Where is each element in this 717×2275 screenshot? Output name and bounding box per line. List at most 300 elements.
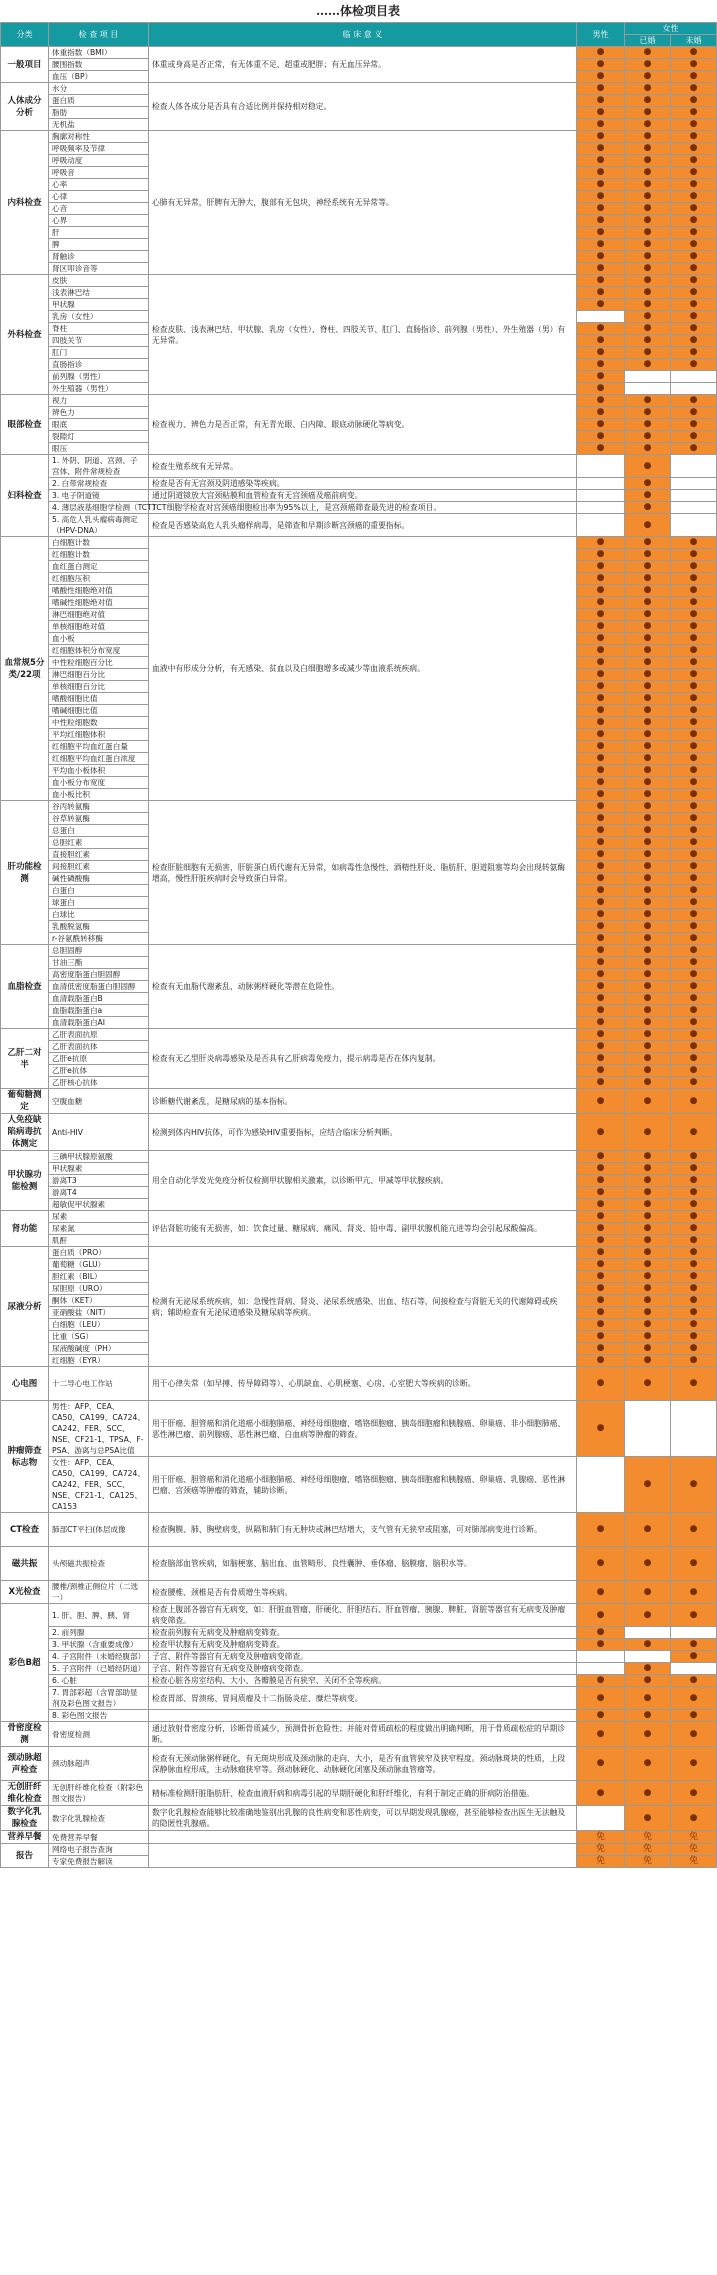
item-cell: 高密度脂蛋白胆固醇 [49,969,149,981]
mark-married: ● [625,1747,671,1781]
mark-male: ● [577,1271,625,1283]
mark-unmarried: ● [671,657,717,669]
mark-married: ● [625,227,671,239]
item-cell: 谷丙转氨酶 [49,801,149,813]
category-cell: 人体成分分析 [1,83,49,131]
mark-married: ● [625,1604,671,1627]
item-cell: 血小板 [49,633,149,645]
mark-unmarried: ● [671,585,717,597]
item-cell: 2. 前列腺 [49,1627,149,1639]
mark-male: ● [577,1089,625,1114]
mark-male: ● [577,1687,625,1710]
mark-unmarried: 免 [671,1856,717,1868]
mark-unmarried: ● [671,1151,717,1163]
mark-unmarried: ● [671,909,717,921]
table-row [1,275,717,287]
item-cell: 血压（BP） [49,71,149,83]
mark-unmarried: ● [671,299,717,311]
mark-unmarried: ● [671,609,717,621]
mark-unmarried: ● [671,1259,717,1271]
mark-unmarried: ● [671,597,717,609]
mark-male: ● [577,1175,625,1187]
mark-married: ● [625,693,671,705]
mark-married: ● [625,1675,671,1687]
mark-married: ● [625,419,671,431]
category-cell: 肝功能检测 [1,801,49,945]
item-cell: 头颅磁共振检查 [49,1547,149,1581]
mark-male: ● [577,227,625,239]
item-cell: 直接胆红素 [49,849,149,861]
mark-unmarried: ● [671,753,717,765]
item-cell: 眼压 [49,443,149,455]
mark-married: ● [625,1271,671,1283]
mark-married: ● [625,861,671,873]
page-title: ……体检项目表 [0,0,716,22]
table-row [1,1747,717,1781]
mark-unmarried: ● [671,1307,717,1319]
mark-male: ● [577,431,625,443]
item-cell: 白蛋白 [49,885,149,897]
item-cell: 单核细胞百分比 [49,681,149,693]
mark-married: ● [625,1295,671,1307]
mark-married: ● [625,1781,671,1806]
category-cell: 甲状腺功能检测 [1,1151,49,1211]
meaning-cell: 体重或身高是否正常，有无体重不足、超重或肥胖；有无血压异常。 [149,47,577,83]
mark-married: ● [625,537,671,549]
item-cell: 6. 心脏 [49,1675,149,1687]
meaning-cell: 检查肝脏细胞有无损害，肝脏蛋白质代谢有无异常，如病毒性急慢性、酒精性肝炎、脂肪肝、胆道阻塞等均会出现转氨酶增高，慢性肝脏疾病时会导致蛋白异常。 [149,801,577,945]
item-cell: 尿胆原（URO） [49,1283,149,1295]
meaning-cell: 诊断糖代谢紊乱，是糖尿病的基本指标。 [149,1089,577,1114]
item-cell: 四肢关节 [49,335,149,347]
mark-married: ● [625,1077,671,1089]
mark-unmarried: ● [671,705,717,717]
mark-male: ● [577,167,625,179]
category-cell: 报告 [1,1844,49,1868]
mark-unmarried: ● [671,443,717,455]
item-cell: 血清载脂蛋白AI [49,1017,149,1029]
mark-married: ● [625,645,671,657]
item-cell: 甲状腺素 [49,1163,149,1175]
item-cell: 空腹血糖 [49,1089,149,1114]
mark-unmarried: ● [671,1295,717,1307]
mark-unmarried: ● [671,633,717,645]
table-row [1,945,717,957]
mark-male: ● [577,1199,625,1211]
mark-unmarried [671,371,717,383]
mark-married: 免 [625,1856,671,1868]
table-row [1,1151,717,1163]
mark-unmarried: ● [671,119,717,131]
category-cell: 肿瘤筛查标志物 [1,1401,49,1513]
mark-unmarried: ● [671,251,717,263]
mark-married: ● [625,1457,671,1513]
mark-married [625,1401,671,1457]
mark-male: ● [577,1283,625,1295]
mark-unmarried: ● [671,1223,717,1235]
item-cell: 女性：AFP、CEA、CA50、CA199、CA724、CA242、FER、SCC、NSE、CF21-1、CA125、CA153 [49,1457,149,1513]
mark-male: ● [577,885,625,897]
mark-male [577,478,625,490]
meaning-cell: 检查皮肤、浅表淋巴结、甲状腺、乳房（女性）、脊柱、四肢关节、肛门、直肠指诊、前列腺（男性）、外生殖器（男）有无异常。 [149,275,577,395]
mark-male: ● [577,71,625,83]
mark-male: ● [577,537,625,549]
mark-male: ● [577,957,625,969]
meaning-cell: 检查是否感染高危人乳头瘤样病毒，是筛查和早期诊断宫颈癌的重要指标。 [149,514,577,537]
mark-married: ● [625,873,671,885]
mark-unmarried [671,1663,717,1675]
mark-unmarried: ● [671,407,717,419]
mark-unmarried: ● [671,1114,717,1151]
meaning-cell: 心肺有无异常，肝脾有无肿大，腹部有无包块，神经系统有无异常等。 [149,131,577,275]
mark-male: ● [577,107,625,119]
category-cell: 磁共振 [1,1547,49,1581]
mark-married: ● [625,1710,671,1722]
mark-unmarried: ● [671,801,717,813]
mark-married: ● [625,957,671,969]
item-cell: 辨色力 [49,407,149,419]
category-cell: 血脂检查 [1,945,49,1029]
mark-male: ● [577,705,625,717]
table-row [1,1806,717,1831]
mark-married: ● [625,1017,671,1029]
mark-male: ● [577,203,625,215]
mark-male [577,1663,625,1675]
mark-male: ● [577,1017,625,1029]
mark-married: ● [625,395,671,407]
mark-unmarried: ● [671,203,717,215]
mark-male: ● [577,1211,625,1223]
mark-married: ● [625,1041,671,1053]
table-row [1,1722,717,1747]
item-cell: 5. 高危人乳头瘤病毒测定（HPV-DNA） [49,514,149,537]
mark-male: ● [577,1235,625,1247]
mark-married: 免 [625,1844,671,1856]
item-cell: 3. 甲状腺（含重要成像） [49,1639,149,1651]
mark-unmarried: ● [671,1687,717,1710]
mark-married: ● [625,765,671,777]
mark-married: ● [625,585,671,597]
item-cell: 无创肝纤维化检查（附彩色图文报告） [49,1781,149,1806]
meaning-cell: 精标准检测肝脏脂肪肝、检查血液肝病和病毒引起的早期肝硬化和肝纤维化，有利于制定正确的肝病防治措施。 [149,1781,577,1806]
mark-male: ● [577,1053,625,1065]
mark-married: ● [625,1722,671,1747]
mark-unmarried: ● [671,1053,717,1065]
mark-unmarried: ● [671,1029,717,1041]
table-row [1,1089,717,1114]
table-row [1,1604,717,1627]
mark-married: ● [625,443,671,455]
mark-married: ● [625,681,671,693]
mark-male: ● [577,1781,625,1806]
item-cell: 皮肤 [49,275,149,287]
mark-married: ● [625,1029,671,1041]
mark-unmarried: ● [671,765,717,777]
item-cell: 红细胞（EYR） [49,1355,149,1367]
mark-unmarried: ● [671,1247,717,1259]
mark-married: ● [625,705,671,717]
category-cell: CT检查 [1,1513,49,1547]
header-married: 已婚 [625,35,671,47]
mark-unmarried [671,502,717,514]
item-cell: 亚硝酸盐（NIT） [49,1307,149,1319]
mark-unmarried: ● [671,431,717,443]
meaning-cell: 用于心律失常（如早搏、传导障碍等）、心肌缺血、心肌梗塞、心房、心室肥大等疾病的诊断。 [149,1367,577,1401]
mark-unmarried [671,1627,717,1639]
mark-married: ● [625,359,671,371]
mark-male: ● [577,645,625,657]
mark-married: ● [625,490,671,502]
mark-male: ● [577,335,625,347]
item-cell: 肾区叩诊音等 [49,263,149,275]
mark-male: ● [577,1627,625,1639]
mark-married: ● [625,1089,671,1114]
mark-married: ● [625,969,671,981]
mark-unmarried: ● [671,311,717,323]
mark-unmarried: ● [671,1581,717,1604]
mark-unmarried: ● [671,537,717,549]
table-row [1,1663,717,1675]
mark-married: ● [625,1005,671,1017]
mark-male: ● [577,765,625,777]
mark-unmarried: ● [671,1077,717,1089]
table-row [1,1639,717,1651]
table-row [1,502,717,514]
header-male: 男性 [577,23,625,47]
mark-married [625,383,671,395]
table-row [1,514,717,537]
category-cell: X光检查 [1,1581,49,1604]
mark-male: ● [577,1163,625,1175]
mark-married: ● [625,1235,671,1247]
table-row [1,1651,717,1663]
mark-male: ● [577,897,625,909]
mark-male: ● [577,1114,625,1151]
category-cell: 营养早餐 [1,1831,49,1844]
mark-unmarried [671,455,717,478]
mark-married: ● [625,849,671,861]
mark-married: ● [625,621,671,633]
item-cell: 平均血小板体积 [49,765,149,777]
item-cell: 尿素 [49,1211,149,1223]
table-row [1,1781,717,1806]
mark-unmarried [671,478,717,490]
item-cell: Anti-HIV [49,1114,149,1151]
mark-unmarried: ● [671,573,717,585]
mark-male [577,490,625,502]
mark-married: ● [625,657,671,669]
mark-married: ● [625,59,671,71]
mark-unmarried: ● [671,1211,717,1223]
mark-unmarried [671,490,717,502]
item-cell: 浅表淋巴结 [49,287,149,299]
header-meaning: 临 床 意 义 [149,23,577,47]
item-cell: 淋巴细胞绝对值 [49,609,149,621]
item-cell: 专家免费报告解读 [49,1856,149,1868]
mark-unmarried: ● [671,969,717,981]
mark-married: ● [625,1547,671,1581]
mark-married: ● [625,669,671,681]
mark-unmarried: ● [671,1041,717,1053]
item-cell: 3. 电子阴道镜 [49,490,149,502]
mark-male: ● [577,1604,625,1627]
item-cell: 红细胞平均血红蛋白量 [49,741,149,753]
mark-married: ● [625,1247,671,1259]
mark-married [625,1651,671,1663]
item-cell: 直肠指诊 [49,359,149,371]
mark-male: ● [577,909,625,921]
mark-married: ● [625,155,671,167]
meaning-cell: TCT细胞学检查对宫颈癌细胞检出率为95%以上，是宫颈癌筛查最先进的检查项目。 [149,502,577,514]
item-cell: 甲状腺 [49,299,149,311]
mark-male: ● [577,813,625,825]
mark-unmarried: ● [671,227,717,239]
mark-male: ● [577,993,625,1005]
mark-male: ● [577,1065,625,1077]
mark-married: ● [625,789,671,801]
mark-unmarried: ● [671,1271,717,1283]
mark-unmarried: ● [671,1283,717,1295]
meaning-cell: 子宫、附件等器官有无病变及肿瘤病变筛查。 [149,1651,577,1663]
mark-married: ● [625,981,671,993]
mark-unmarried: ● [671,323,717,335]
table-row [1,478,717,490]
meaning-cell: 检查有无乙型肝炎病毒感染及是否具有乙肝病毒免疫力，提示病毒是否在体内复制。 [149,1029,577,1089]
item-cell: 单核细胞绝对值 [49,621,149,633]
table-row [1,395,717,407]
mark-male: ● [577,359,625,371]
mark-unmarried: ● [671,107,717,119]
item-cell: 呼吸音 [49,167,149,179]
mark-male: ● [577,549,625,561]
mark-male: ● [577,263,625,275]
mark-married: ● [625,945,671,957]
mark-male: ● [577,981,625,993]
item-cell: 网络电子报告查询 [49,1844,149,1856]
mark-married: ● [625,407,671,419]
mark-married: ● [625,729,671,741]
table-row [1,1581,717,1604]
mark-male: ● [577,585,625,597]
header-female: 女性 [625,23,717,35]
item-cell: 中性粒细胞百分比 [49,657,149,669]
mark-married: ● [625,1319,671,1331]
mark-unmarried: ● [671,1639,717,1651]
mark-male: ● [577,633,625,645]
item-cell: 无机盐 [49,119,149,131]
item-cell: 总胆红素 [49,837,149,849]
mark-married: ● [625,1053,671,1065]
item-cell: 血脂载脂蛋白a [49,1005,149,1017]
category-cell: 葡萄糖测定 [1,1089,49,1114]
table-row [1,1831,717,1844]
mark-unmarried: ● [671,1547,717,1581]
item-cell: 水分 [49,83,149,95]
item-cell: 肺部CT平扫(体层成像 [49,1513,149,1547]
item-cell: 葡萄糖（GLU） [49,1259,149,1271]
mark-male: ● [577,239,625,251]
mark-married: ● [625,597,671,609]
item-cell: 红细胞压积 [49,573,149,585]
item-cell: 肝 [49,227,149,239]
meaning-cell: 检查胸膜、肺、胸壁病变，纵隔和肺门有无肿块或淋巴结增大，支气管有无狭窄或阻塞，可对肺部病变进行诊断。 [149,1513,577,1547]
mark-unmarried: ● [671,897,717,909]
mark-married: ● [625,47,671,59]
item-cell: 1. 外阴、阴道、宫颈、子宫体、附件常规检查 [49,455,149,478]
mark-married: ● [625,1163,671,1175]
mark-married: ● [625,1187,671,1199]
mark-unmarried: ● [671,729,717,741]
mark-married [625,1627,671,1639]
item-cell: 呼吸频率及节律 [49,143,149,155]
mark-married: ● [625,609,671,621]
mark-male: ● [577,1639,625,1651]
table-row [1,83,717,95]
mark-unmarried: ● [671,921,717,933]
mark-male: ● [577,383,625,395]
mark-unmarried: ● [671,1199,717,1211]
item-cell: 蛋白质 [49,95,149,107]
mark-male: ● [577,419,625,431]
item-cell: 嗜酸细胞比值 [49,693,149,705]
mark-unmarried: ● [671,681,717,693]
mark-male: ● [577,1307,625,1319]
item-cell: 嗜碱性细胞绝对值 [49,597,149,609]
mark-unmarried: ● [671,693,717,705]
mark-unmarried: ● [671,957,717,969]
mark-male: ● [577,1710,625,1722]
category-cell: 一般项目 [1,47,49,83]
mark-unmarried: ● [671,167,717,179]
mark-married: ● [625,502,671,514]
item-cell: 4. 子宫附件（未婚经腹部） [49,1651,149,1663]
item-cell: 7. 胃部彩超（含胃部助显剂及彩色图文报告） [49,1687,149,1710]
mark-unmarried: ● [671,1163,717,1175]
item-cell: 肌酐 [49,1235,149,1247]
item-cell: 胆红素（BIL） [49,1271,149,1283]
mark-male: ● [577,1367,625,1401]
mark-male [577,514,625,537]
mark-married: ● [625,347,671,359]
meaning-cell: 检查是否有无宫颈及阴道感染等疾病。 [149,478,577,490]
item-cell: 数字化乳腺检查 [49,1806,149,1831]
mark-married: ● [625,203,671,215]
meaning-cell: 检查有无血脂代谢紊乱，动脉粥样硬化等潜在危险性。 [149,945,577,1029]
mark-unmarried: ● [671,1343,717,1355]
meaning-cell: 检测到体内HIV抗体，可作为感染HIV重要指标，应结合临床分析判断。 [149,1114,577,1151]
table-row [1,1547,717,1581]
table-row [1,801,717,813]
mark-unmarried: ● [671,1513,717,1547]
mark-male [577,311,625,323]
item-cell: 三碘甲状腺原氨酸 [49,1151,149,1163]
meaning-cell: 用于肝癌、胆管癌和消化道癌小细胞肺癌、神经母细胞瘤、嗜铬细胞瘤、胰岛细胞瘤和胰腺癌、卵巢癌、乳腺癌、恶性淋巴瘤、宫颈癌等肿瘤的筛查，辅助诊断。 [149,1457,577,1513]
item-cell: 红细胞计数 [49,549,149,561]
mark-married: ● [625,167,671,179]
mark-married: ● [625,215,671,227]
mark-married: ● [625,801,671,813]
mark-married: ● [625,1065,671,1077]
mark-unmarried: ● [671,275,717,287]
mark-male: ● [577,717,625,729]
mark-male: ● [577,801,625,813]
mark-unmarried: ● [671,1781,717,1806]
mark-male: ● [577,873,625,885]
meaning-cell: 检查人体各成分是否具有合适比例并保持相对稳定。 [149,83,577,131]
mark-male: ● [577,1005,625,1017]
mark-male: ● [577,969,625,981]
mark-unmarried: ● [671,813,717,825]
